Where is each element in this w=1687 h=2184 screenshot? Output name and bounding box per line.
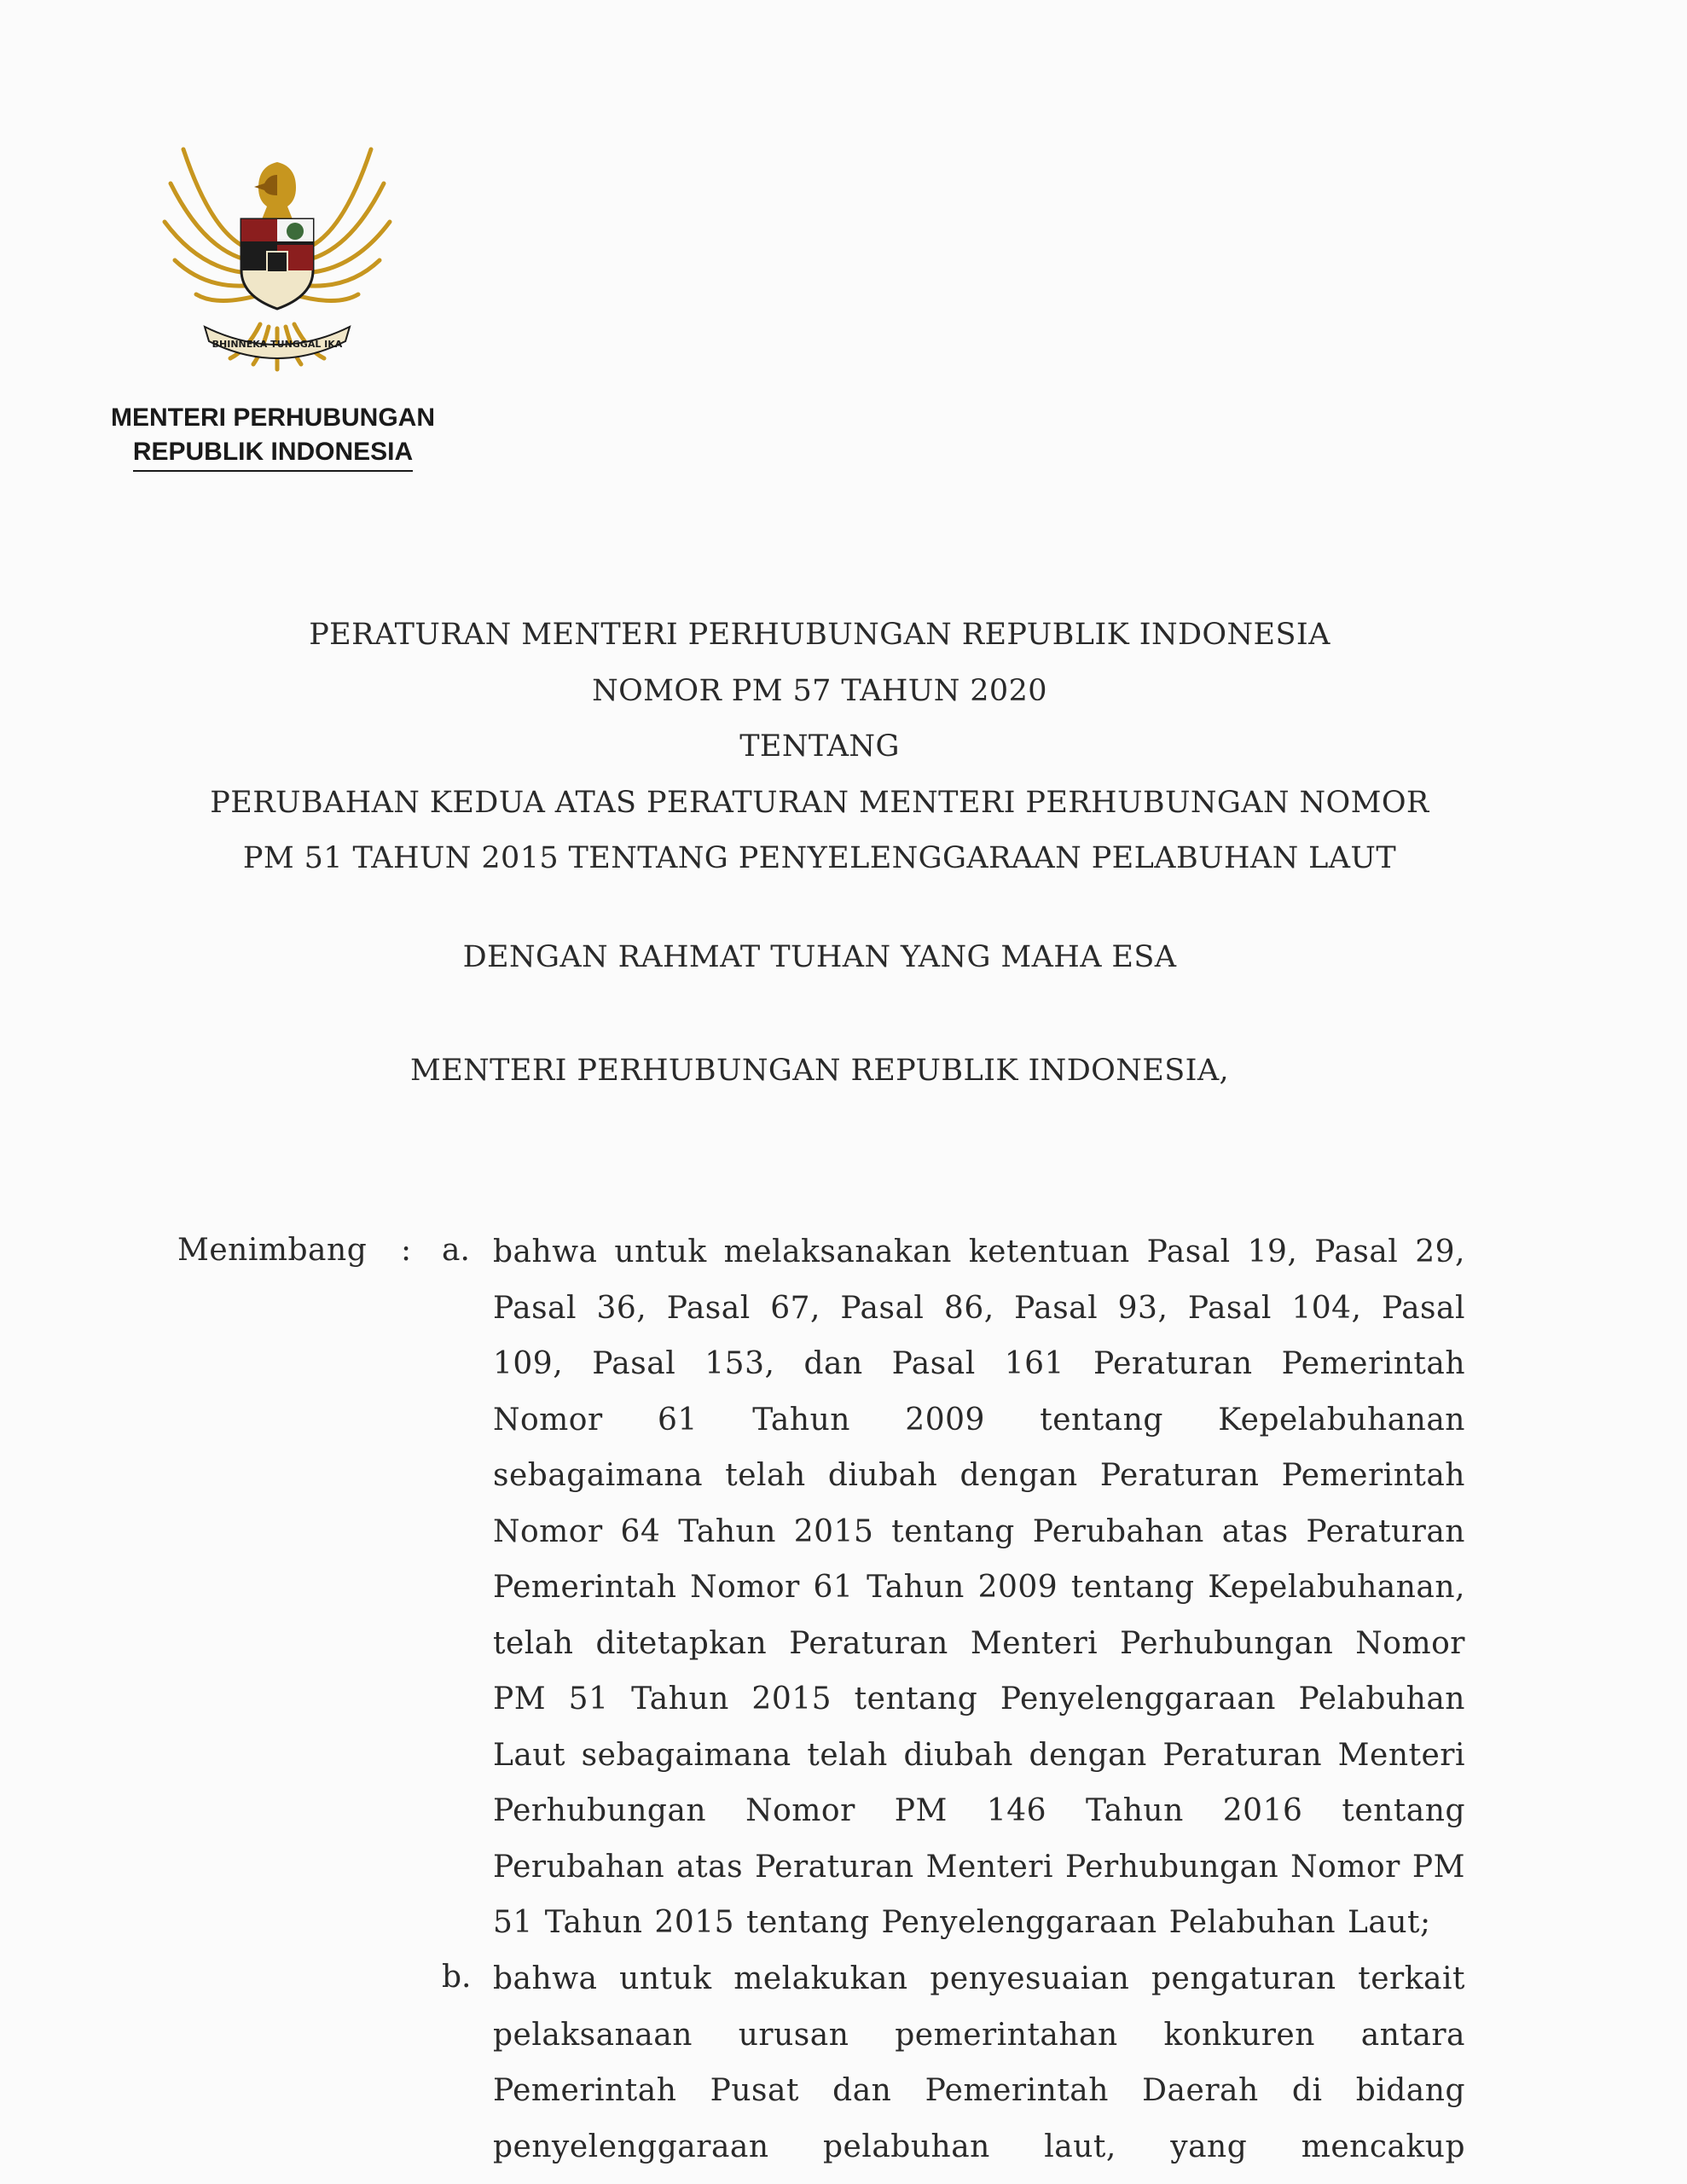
considering-colon: : bbox=[401, 1233, 412, 1268]
considering-label: Menimbang bbox=[177, 1233, 368, 1268]
svg-text:BHINNEKA TUNGGAL IKA: BHINNEKA TUNGGAL IKA bbox=[212, 339, 343, 350]
title-line-4: PERUBAHAN KEDUA ATAS PERATURAN MENTERI PERHUBUNGAN NOMOR bbox=[210, 785, 1429, 820]
title-line-1: PERATURAN MENTERI PERHUBUNGAN REPUBLIK INDONESIA bbox=[309, 618, 1330, 652]
ministry-letterhead bbox=[94, 401, 452, 472]
regulation-title bbox=[0, 607, 1639, 887]
clause-b-text: bahwa untuk melakukan penyesuaian pengaturan terkait pelaksanaan urusan pemerintahan konkuren antara Pemerintah Pusat dan Pemerintah Daerah di bidang penyelenggaraan pelabuhan laut, yang mencakup bbox=[493, 1961, 1465, 2164]
minister-line: MENTERI PERHUBUNGAN REPUBLIK INDONESIA, bbox=[409, 1054, 1230, 1088]
title-line-5: PM 51 TAHUN 2015 TENTANG PENYELENGGARAAN PELABUHAN LAUT bbox=[242, 841, 1397, 875]
ministry-line-1: MENTERI PERHUBUNGAN bbox=[110, 404, 435, 432]
blessing-line: DENGAN RAHMAT TUHAN YANG MAHA ESA bbox=[462, 940, 1177, 974]
clause-a-text: bahwa untuk melaksanakan ketentuan Pasal 19, Pasal 29, Pasal 36, Pasal 67, Pasal 86, Pasal 93, Pasal 104, Pasal 109, Pasal 153, dan Pasal 161 Peraturan Pemerintah Nomor 61 Tahun 2009 tentang Kepelabuhanan sebagaimana telah diubah dengan Peraturan Pemerintah Nomor 64 Tahun 2015 tentang Perubahan atas Peraturan Pemerintah Nomor 61 Tahun 2009 tentang Kepelabuhanan, telah ditetapkan Peraturan Menteri Perhubungan Nomor PM 51 Tahun 2015 tentang Penyelenggaraan Pelabuhan Laut sebagaimana telah diubah dengan Peraturan Menteri Perhubungan Nomor PM 146 Tahun 2016 tentang Perubahan atas Peraturan Menteri Perhubungan Nomor PM 51 Tahun 2015 tentang Penyelenggaraan Pelabuhan Laut; bbox=[493, 1234, 1465, 1940]
ministry-line-2: REPUBLIK INDONESIA bbox=[133, 435, 413, 472]
clause-marker-b: b. bbox=[442, 1960, 472, 1995]
garuda-emblem-icon bbox=[149, 124, 405, 380]
title-line-3: TENTANG bbox=[739, 729, 900, 764]
clause-marker-a: a. bbox=[442, 1233, 470, 1268]
title-line-2: NOMOR PM 57 TAHUN 2020 bbox=[592, 673, 1047, 708]
